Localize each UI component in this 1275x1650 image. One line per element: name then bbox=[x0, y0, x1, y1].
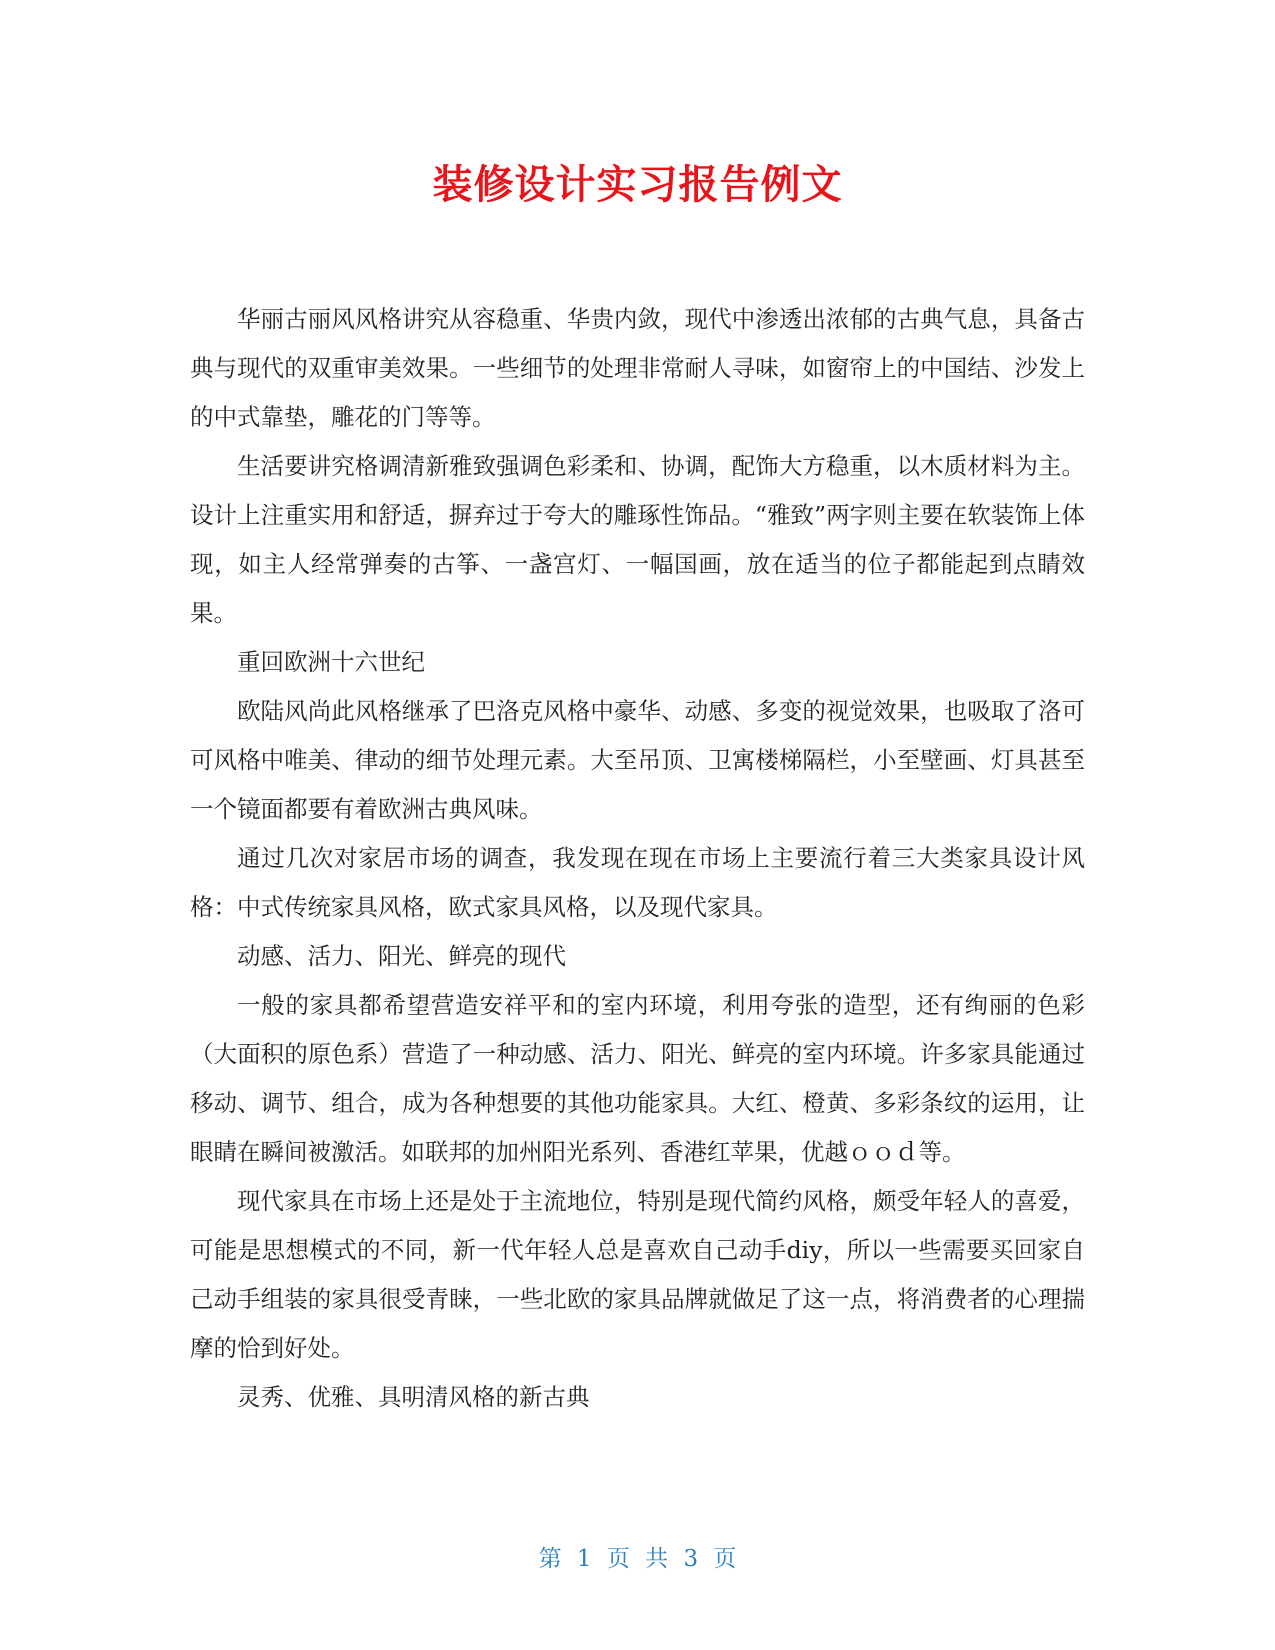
section-heading: 重回欧洲十六世纪 bbox=[237, 648, 425, 676]
section-heading: 灵秀、优雅、具明清风格的新古典 bbox=[237, 1383, 590, 1411]
paragraph: 现代家具在市场上还是处于主流地位，特别是现代简约风格，颇受年轻人的喜爱，可能是思想模式的不同，新一代年轻人总是喜欢自己动手diy，所以一些需要买回家自己动手组装的家具很受青睐，一些北欧的家具品牌就做足了这一点，将消费者的心理揣摩的恰到好处。 bbox=[190, 1187, 1085, 1362]
paragraph: 华丽古丽风风格讲究从容稳重、华贵内敛，现代中渗透出浓郁的古典气息，具备古典与现代的双重审美效果。一些细节的处理非常耐人寻味，如窗帘上的中国结、沙发上的中式靠垫，雕花的门等等。 bbox=[190, 305, 1085, 431]
paragraph: 通过几次对家居市场的调查，我发现在现在市场上主要流行着三大类家具设计风格：中式传统家具风格，欧式家具风格，以及现代家具。 bbox=[190, 844, 1085, 921]
document-body bbox=[190, 295, 1085, 1422]
section-heading: 动感、活力、阳光、鲜亮的现代 bbox=[237, 942, 566, 970]
paragraph: 生活要讲究格调清新雅致强调色彩柔和、协调，配饰大方稳重，以木质材料为主。设计上注重实用和舒适，摒弃过于夸大的雕琢性饰品。“雅致”两字则主要在软装饰上体现，如主人经常弹奏的古筝、一盏宫灯、一幅国画，放在适当的位子都能起到点睛效果。 bbox=[190, 452, 1085, 627]
paragraph: 欧陆风尚此风格继承了巴洛克风格中豪华、动感、多变的视觉效果，也吸取了洛可可风格中唯美、律动的细节处理元素。大至吊顶、卫寓楼梯隔栏，小至壁画、灯具甚至一个镜面都要有着欧洲古典风味。 bbox=[190, 697, 1085, 823]
document-title: 装修设计实习报告例文 bbox=[432, 162, 843, 208]
page-number-footer: 第 1 页 共 3 页 bbox=[538, 1546, 737, 1572]
paragraph: 一般的家具都希望营造安祥平和的室内环境，利用夸张的造型，还有绚丽的色彩（大面积的原色系）营造了一种动感、活力、阳光、鲜亮的室内环境。许多家具能通过移动、调节、组合，成为各种想要的其他功能家具。大红、橙黄、多彩条纹的运用，让眼睛在瞬间被激活。如联邦的加州阳光系列、香港红苹果，优越ｏｏｄ等。 bbox=[190, 991, 1085, 1166]
